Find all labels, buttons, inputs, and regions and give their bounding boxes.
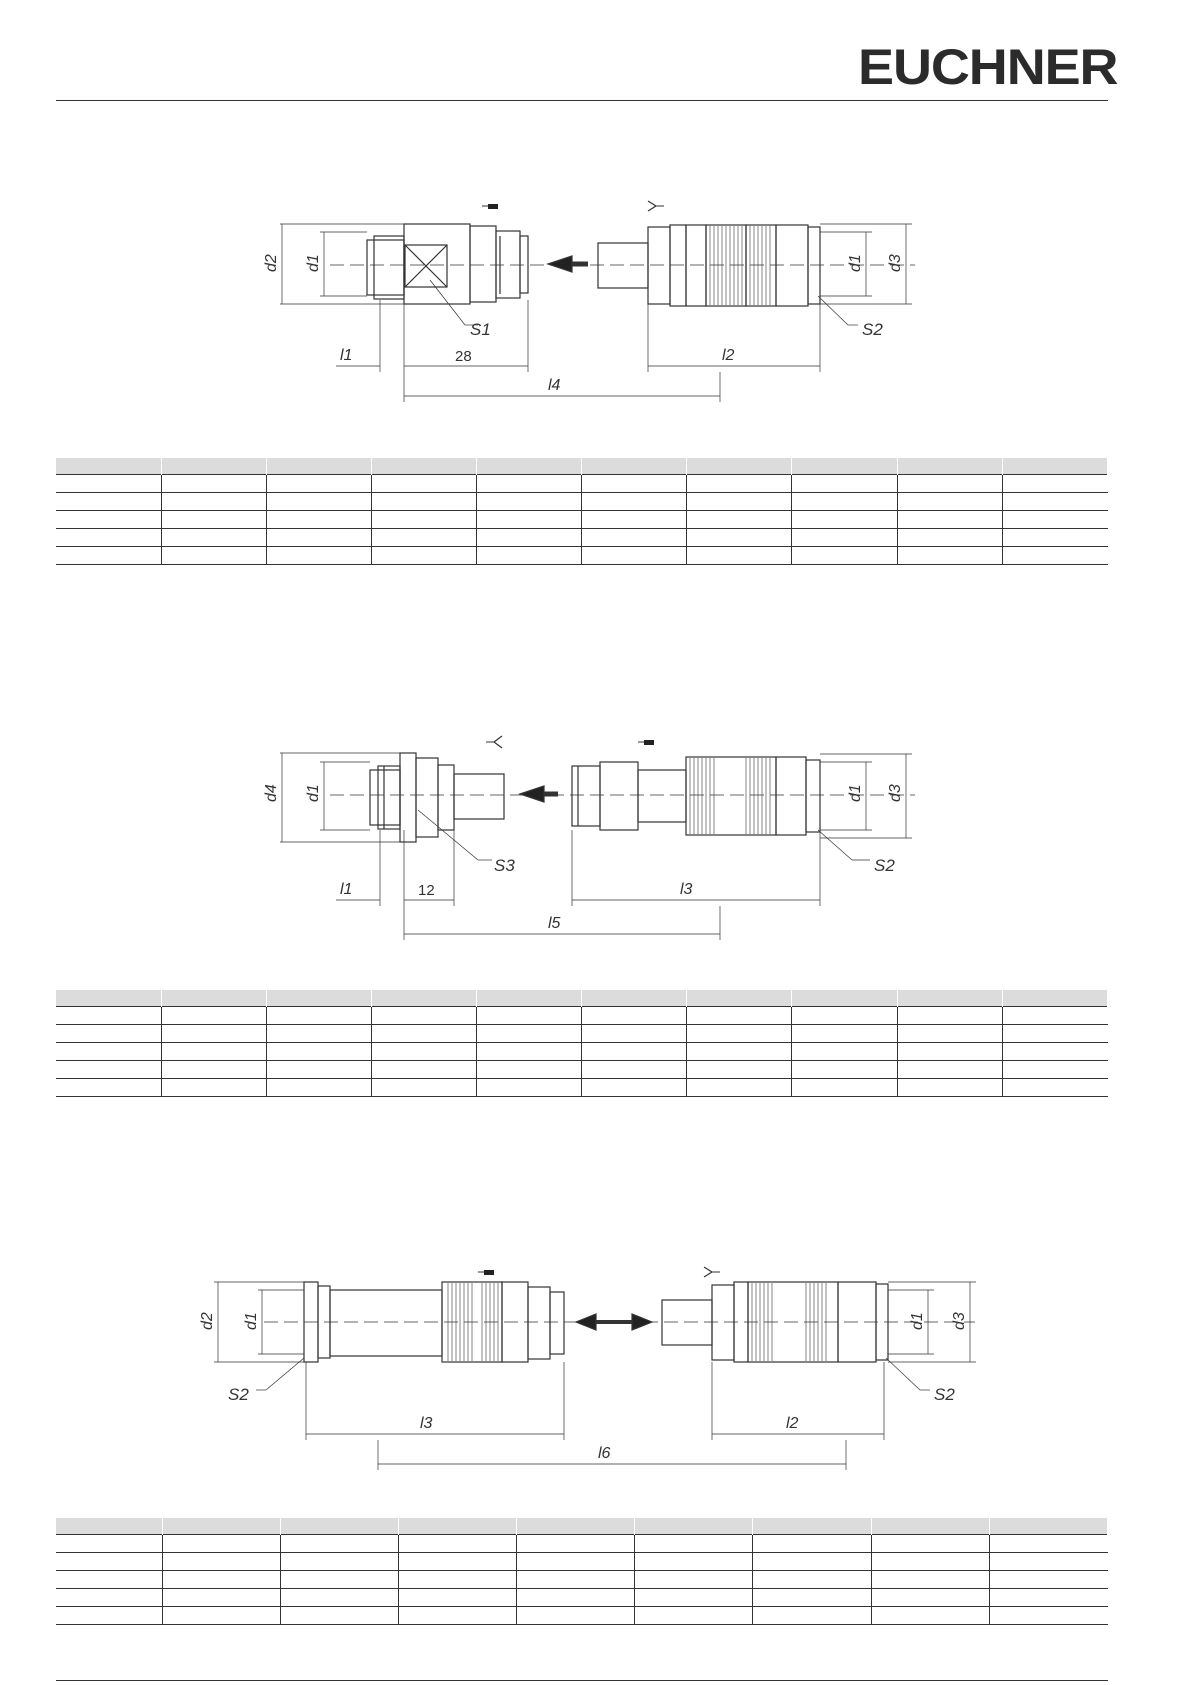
label-d1-left: d1 bbox=[243, 1312, 260, 1330]
label-l5: l5 bbox=[548, 915, 561, 932]
footer-rule bbox=[56, 1680, 1108, 1681]
label-l3: l3 bbox=[420, 1415, 433, 1432]
table-row bbox=[56, 511, 1108, 529]
table-row bbox=[56, 1607, 1108, 1625]
table-row bbox=[56, 547, 1108, 565]
connector-drawing-1 bbox=[0, 0, 1192, 420]
table-row bbox=[56, 1061, 1108, 1079]
label-d3: d3 bbox=[887, 784, 904, 802]
spec-table-2 bbox=[56, 990, 1108, 1097]
label-d3: d3 bbox=[887, 254, 904, 272]
label-s2-right: S2 bbox=[934, 1385, 955, 1404]
table-row bbox=[56, 1043, 1108, 1061]
label-l2: l2 bbox=[786, 1415, 799, 1432]
label-d1-right: d1 bbox=[847, 784, 864, 802]
label-12: 12 bbox=[418, 882, 435, 899]
label-d1-right: d1 bbox=[847, 254, 864, 272]
spec-table-1 bbox=[56, 458, 1108, 565]
label-s2: S2 bbox=[862, 320, 883, 339]
label-d3: d3 bbox=[951, 1312, 968, 1330]
label-l1: l1 bbox=[340, 881, 353, 898]
label-d1-right: d1 bbox=[909, 1312, 926, 1330]
label-28: 28 bbox=[455, 348, 472, 365]
label-d4: d4 bbox=[263, 784, 280, 802]
label-s1: S1 bbox=[470, 320, 491, 339]
label-l3: l3 bbox=[680, 881, 693, 898]
table-row bbox=[56, 493, 1108, 511]
table-row bbox=[56, 1025, 1108, 1043]
label-l6: l6 bbox=[598, 1445, 611, 1462]
table-row bbox=[56, 1007, 1108, 1025]
label-d2: d2 bbox=[199, 1312, 216, 1330]
label-s2: S2 bbox=[874, 856, 895, 875]
label-d2: d2 bbox=[263, 254, 280, 272]
label-d1-left: d1 bbox=[305, 254, 322, 272]
table-row bbox=[56, 1535, 1108, 1553]
connector-drawing-2 bbox=[0, 700, 1192, 960]
spec-table-3 bbox=[56, 1518, 1108, 1625]
label-s3: S3 bbox=[494, 856, 515, 875]
table-row bbox=[56, 529, 1108, 547]
label-d1-left: d1 bbox=[305, 784, 322, 802]
table-row bbox=[56, 1589, 1108, 1607]
table-row bbox=[56, 475, 1108, 493]
table-row bbox=[56, 1571, 1108, 1589]
label-l1: l1 bbox=[340, 347, 353, 364]
table-row bbox=[56, 1079, 1108, 1097]
table-row bbox=[56, 1553, 1108, 1571]
label-s2-left: S2 bbox=[228, 1385, 249, 1404]
euchner-logo: EUCHNER bbox=[858, 39, 1118, 95]
connector-drawing-3 bbox=[0, 1240, 1192, 1480]
label-l2: l2 bbox=[722, 347, 735, 364]
label-l4: l4 bbox=[548, 377, 561, 394]
